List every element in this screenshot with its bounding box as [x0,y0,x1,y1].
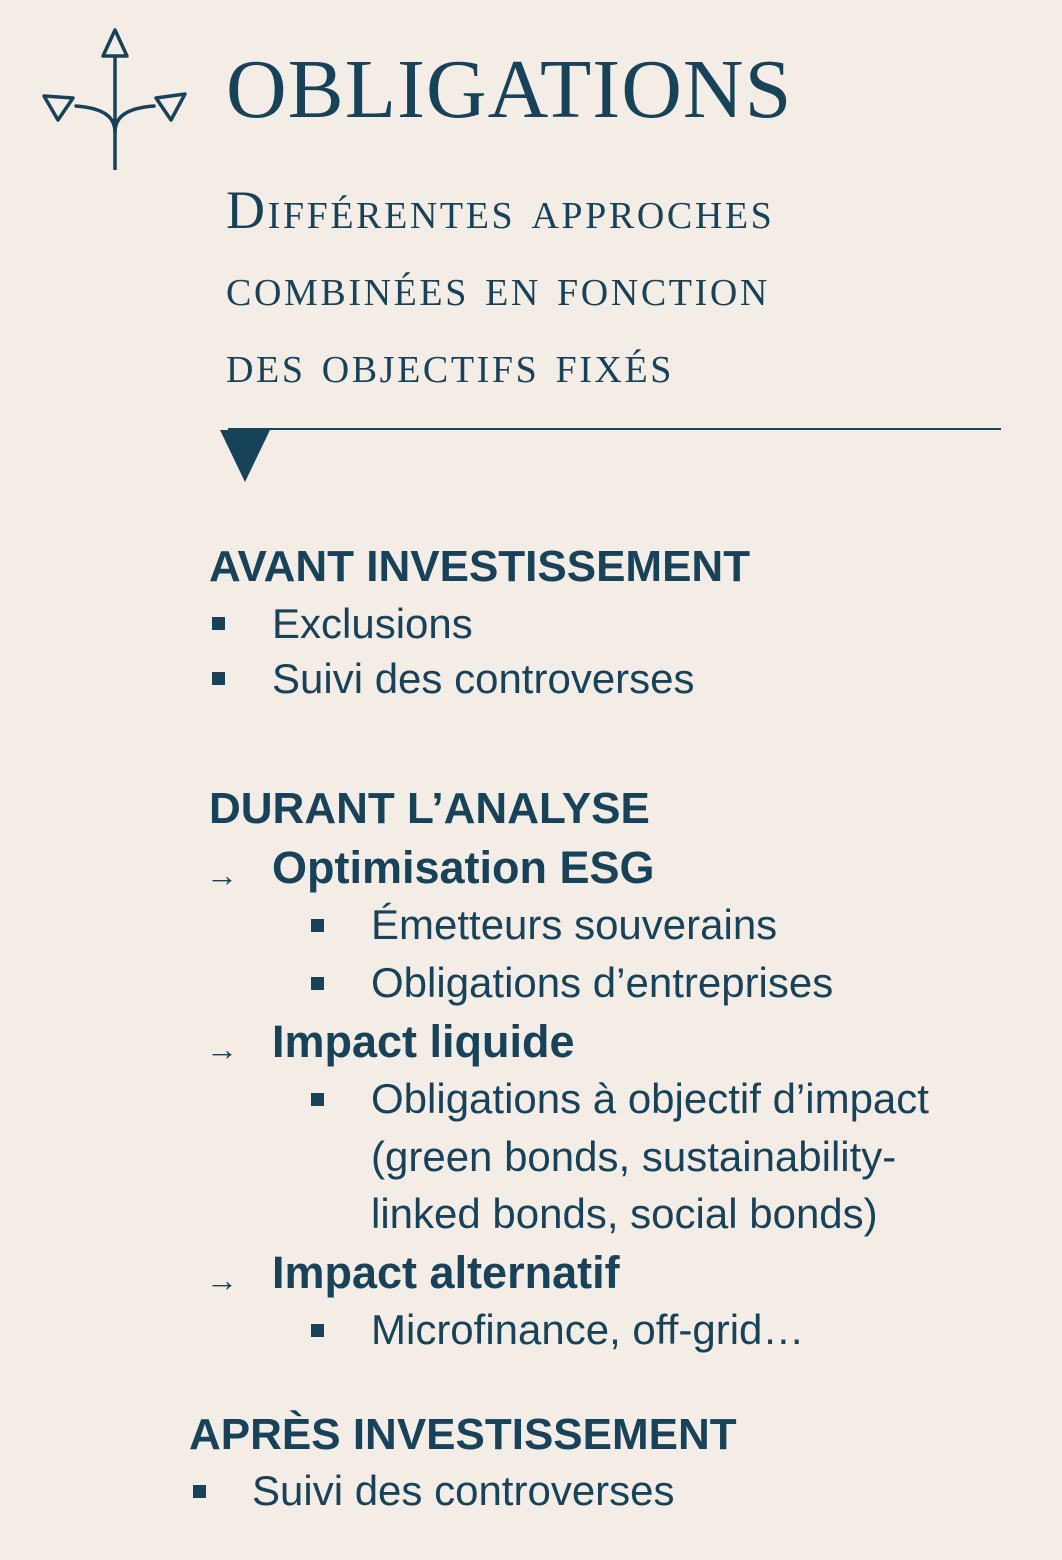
square-bullet-icon [311,919,324,932]
divider-line [228,428,1001,430]
subtitle-line: combinées en fonction [226,257,770,317]
list-item: Exclusions [272,600,473,647]
list-item: Suivi des controverses [272,655,695,702]
subtitle-line: Différentes approches [226,180,775,240]
square-bullet-icon [311,1324,324,1337]
section-heading-avant: AVANT INVESTISSEMENT [209,542,751,591]
right-arrow-icon: → [206,1031,238,1067]
right-arrow-icon: → [206,1262,238,1298]
list-item-continuation: linked bonds, social bonds) [371,1190,878,1237]
list-item: Obligations d’entreprises [371,959,834,1006]
square-bullet-icon [311,977,324,990]
list-item: Obligations à objectif d’impact [371,1075,929,1122]
list-item-continuation: (green bonds, sustainability- [371,1133,897,1180]
square-bullet-icon [311,1093,324,1106]
subtitle-line: des objectifs fixés [226,334,675,394]
list-item: Suivi des controverses [252,1467,675,1514]
square-bullet-icon [193,1485,206,1498]
section-heading-apres: APRÈS INVESTISSEMENT [189,1410,737,1459]
list-item: Émetteurs souverains [371,901,778,948]
group-title: Impact alternatif [272,1247,620,1298]
section-heading-durant: DURANT L’ANALYSE [209,784,650,833]
page-title: OBLIGATIONS [226,43,793,136]
subtitle [226,180,774,411]
square-bullet-icon [212,672,225,685]
group-title: Impact liquide [272,1016,575,1067]
right-arrow-icon: → [206,857,238,893]
list-item: Microfinance, off-grid… [371,1306,805,1353]
three-way-arrows-icon [42,28,188,170]
square-bullet-icon [212,617,225,630]
group-title: Optimisation ESG [272,842,655,893]
triangle-down-icon [220,430,270,482]
